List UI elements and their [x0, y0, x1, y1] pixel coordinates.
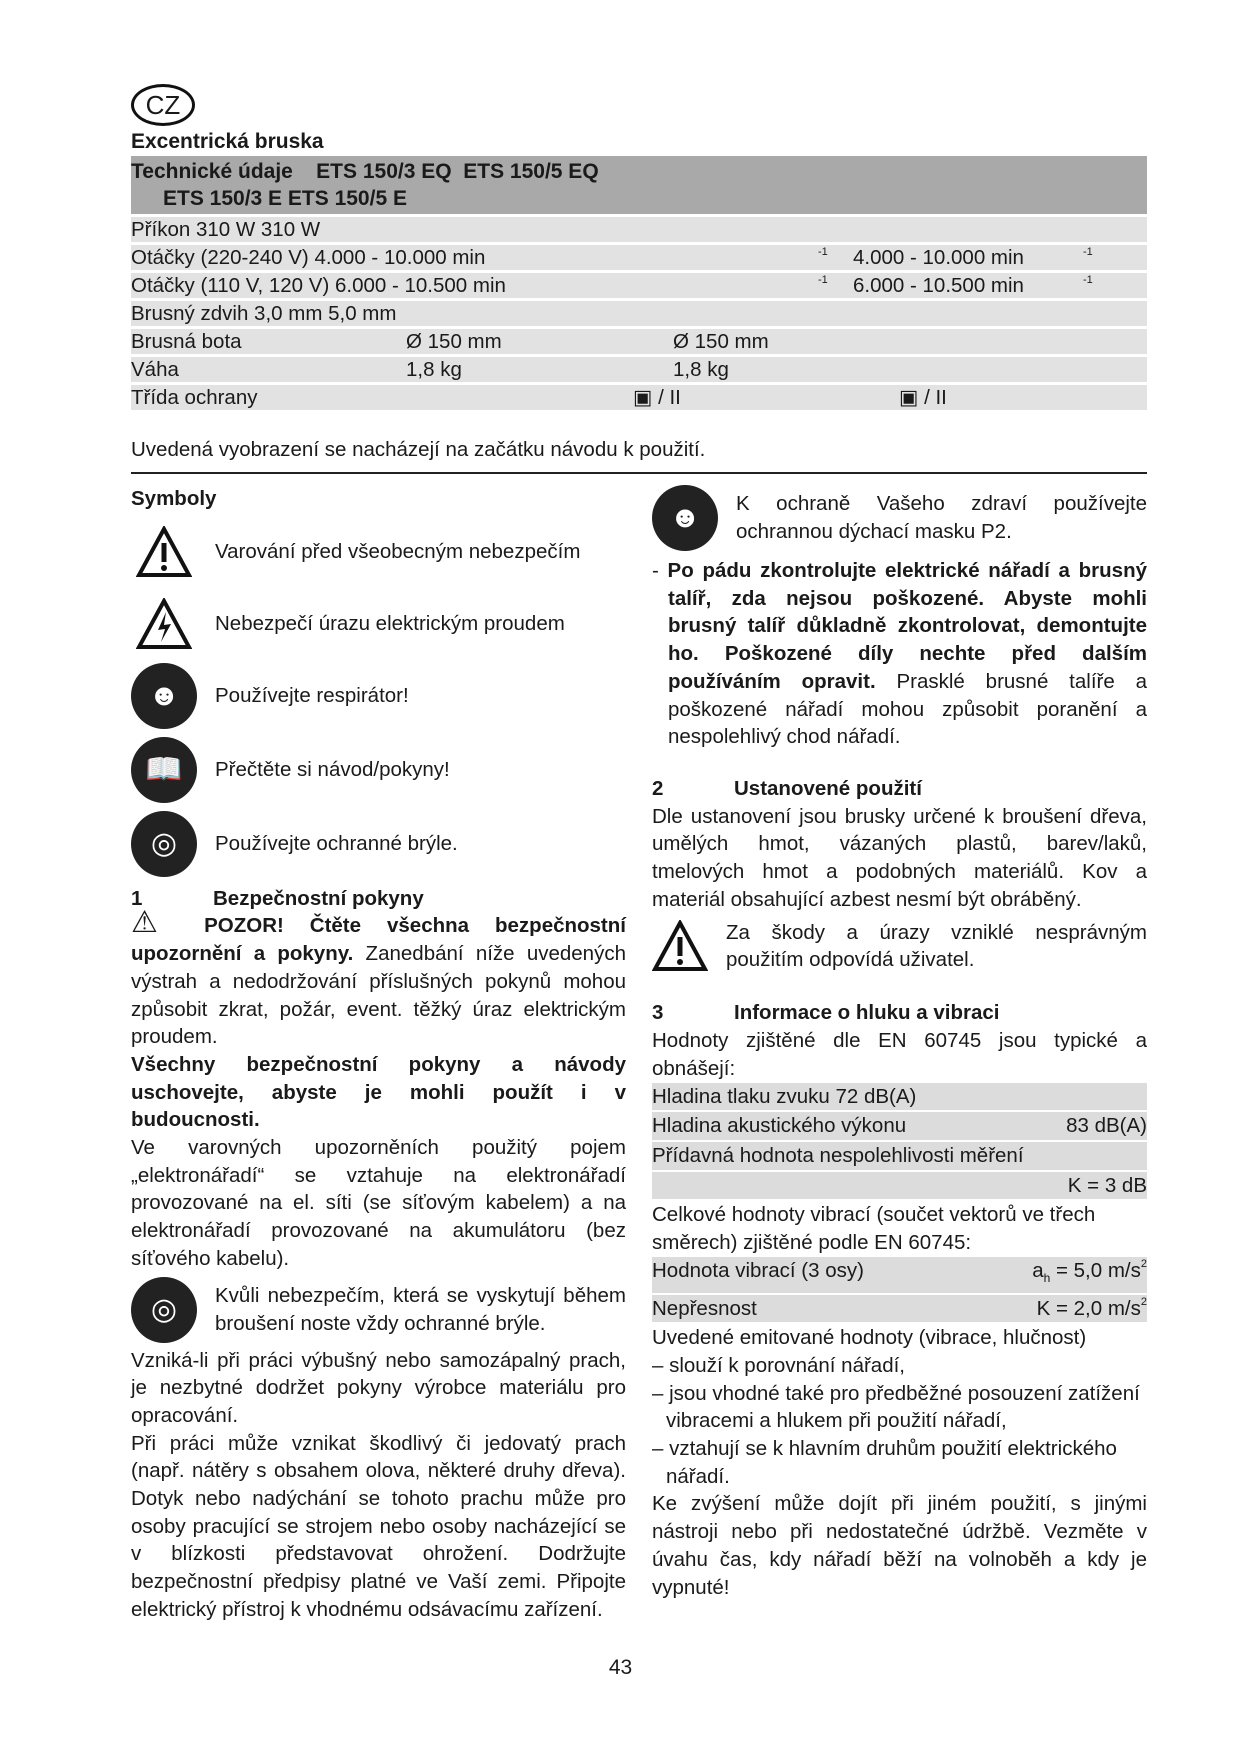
value: K = 2,0 m/s	[1036, 1296, 1141, 1320]
paragraph: Uvedené emitované hodnoty (vibrace, hlučnost)	[652, 1326, 1087, 1350]
section-2-heading	[652, 775, 1147, 803]
user-liability-note	[652, 913, 1147, 979]
liability-text: Za škody a úrazy vzniklé nesprávným použitím odpovídá uživatel.	[726, 920, 1147, 972]
noise-value: 83 dB(A)	[1066, 1114, 1147, 1138]
symbol-item	[131, 737, 626, 803]
noise-row	[652, 1083, 1147, 1111]
symbol-text: Nebezpečí úrazu elektrickým proudem	[215, 611, 565, 635]
row-value: 6.000 - 10.500 min	[853, 274, 1024, 297]
keep-instructions: Všechny bezpečnostní pokyny a návody uschovejte, abyste je mohli použít i v budoucnosti.	[131, 1052, 626, 1132]
section-3-heading	[652, 999, 1147, 1027]
section-title: Bezpečnostní pokyny	[213, 886, 424, 910]
intro-text: Uvedená vyobrazení se nacházejí na začátku návodu k použití.	[131, 438, 706, 461]
section-number: 2	[652, 776, 664, 800]
warning-icon: ⚠	[131, 906, 179, 940]
right-column	[652, 485, 1147, 1601]
goggles-text: Kvůli nebezpečím, která se vyskytují během broušení noste vždy ochranné brýle.	[215, 1283, 626, 1335]
goggles-icon: ◎	[131, 1277, 197, 1343]
noise-label: Hladina tlaku zvuku 72 dB(A)	[652, 1084, 917, 1108]
noise-label: Hladina akustického výkonu	[652, 1114, 907, 1138]
symbol: a	[1032, 1258, 1044, 1282]
symbol-item	[131, 591, 626, 657]
section-number: 3	[652, 1001, 664, 1025]
technical-data-table	[131, 156, 1147, 413]
paragraph: Hodnoty zjištěné dle EN 60745 jsou typické a obnášejí:	[652, 1029, 1147, 1080]
row-label: Brusný zdvih 3,0 mm 5,0 mm	[131, 302, 397, 325]
superscript: 2	[1140, 1257, 1147, 1270]
noise-value: K = 3 dB	[1067, 1173, 1147, 1197]
row-value: 4.000 - 10.000 min	[853, 246, 1024, 269]
page-number: 43	[608, 1656, 633, 1679]
check-bold: Po pádu zkontrolujte elektrické nářadí a brusný talíř, zda nejsou poškozené. Abyste mohli brusný talíř důkladně zkontrolovat, demontujte ho. Poškozené díly nechte před dalším používáním opravit.	[667, 559, 1147, 693]
row-value: ▣ / II	[899, 386, 947, 409]
mask-text: K ochraně Vašeho zdraví používejte ochrannou dýchací masku P2.	[736, 492, 1147, 543]
table-row	[131, 329, 1147, 354]
superscript: -1	[818, 246, 828, 258]
warning-paragraph	[131, 906, 626, 1051]
vibration-label: Nepřesnost	[652, 1296, 757, 1320]
vibration-value	[1032, 1257, 1147, 1293]
noise-label: Přídavná hodnota nespolehlivosti měření	[652, 1143, 1024, 1167]
section-number: 1	[131, 886, 143, 910]
value: = 5,0 m/s	[1050, 1258, 1141, 1282]
header-line-2: ETS 150/3 E ETS 150/5 E	[163, 187, 407, 210]
goggles-icon: ◎	[131, 811, 197, 877]
left-column	[131, 485, 626, 1624]
paragraph: Celkové hodnoty vibrací (součet vektorů ve třech směrech) zjištěné podle EN 60745:	[652, 1203, 1096, 1255]
row-label: Otáčky (110 V, 120 V) 6.000 - 10.500 min	[131, 274, 506, 297]
table-row	[131, 357, 1147, 382]
symbol-item	[131, 519, 626, 585]
row-label: Třída ochrany	[131, 386, 258, 409]
superscript: 2	[1140, 1295, 1147, 1308]
row-value: 1,8 kg	[406, 358, 462, 381]
document-title: Excentrická bruska	[131, 130, 324, 153]
superscript: -1	[818, 274, 828, 286]
row-label: Brusná bota	[131, 330, 242, 353]
respirator-icon: ☻	[652, 485, 718, 551]
electric-hazard-icon	[131, 591, 197, 657]
symbol-item	[131, 811, 626, 877]
mask-note	[652, 485, 1147, 551]
superscript: -1	[1083, 246, 1093, 258]
warning-bold: POZOR! Čtěte všechna bezpečnostní upozornění a pokyny.	[131, 914, 626, 966]
warning-icon	[131, 519, 197, 585]
respirator-icon: ☻	[131, 663, 197, 729]
table-row	[131, 385, 1147, 410]
paragraph: Dle ustanovení jsou brusky určené k broušení dřeva, umělých hmot, vázaných plastů, barev/laků, tmelových hmot a podobných materiálů. Kov a materiál obsahující azbest nesmí být obráběný.	[652, 804, 1147, 911]
header-line-1: Technické údaje ETS 150/3 EQ ETS 150/5 EQ	[131, 160, 599, 183]
symbol-text: Přečtěte si návod/pokyny!	[215, 757, 450, 781]
goggles-note	[131, 1277, 626, 1343]
read-manual-icon: 📖	[131, 737, 197, 803]
row-label: Příkon 310 W 310 W	[131, 218, 321, 241]
language-badge: CZ	[131, 84, 195, 126]
check-text: Prasklé brusné talíře a poškozené nářadí mohou způsobit poranění a nespolehlivý chod nářadí.	[668, 669, 1147, 749]
symbol-text: Používejte ochranné brýle.	[215, 831, 458, 855]
symbol-text: Varování před všeobecným nebezpečím	[215, 539, 581, 563]
subscript: h	[1043, 1270, 1051, 1285]
vibration-label: Hodnota vibrací (3 osy)	[652, 1258, 864, 1282]
table-row	[131, 273, 1147, 298]
noise-row	[652, 1112, 1147, 1140]
row-label: Otáčky (220-240 V) 4.000 - 10.000 min	[131, 246, 486, 269]
check-paragraph: - Po pádu zkontrolujte elektrické nářadí a brusný talíř, zda nejsou poškozené. Abyste mohli brusný talíř důkladně zkontrolovat, demontujte ho. Poškozené díly nechte před dalším používáním opravit. Prasklé brusné talíře a poškozené nářadí mohou způsobit poranění a nespolehlivý chod nářadí.	[652, 559, 1147, 749]
table-row	[131, 301, 1147, 326]
list-item: – slouží k porovnání nářadí,	[652, 1353, 905, 1377]
row-value: ▣ / II	[633, 386, 681, 409]
paragraph: Ve varovných upozorněních použitý pojem „elektronářadí“ se vztahuje na elektronářadí provozované na el. síti (se síťovým kabelem) a na elektronářadí provozované na akumulátoru (bez síťového kabelu).	[131, 1136, 626, 1270]
noise-row	[652, 1172, 1147, 1200]
symbols-heading: Symboly	[131, 487, 217, 510]
vibration-value	[1037, 1295, 1147, 1323]
row-value: Ø 150 mm	[406, 330, 502, 353]
table-row	[131, 245, 1147, 270]
row-value: 1,8 kg	[673, 358, 729, 381]
paragraph: Ke zvýšení může dojít při jiném použití, s jinými nástroji nebo při nedostatečné údržbě. Vezměte v úvahu čas, kdy nářadí běží na volnoběh a kdy je vypnuté!	[652, 1492, 1147, 1599]
noise-row	[652, 1142, 1147, 1170]
paragraph: Při práci může vznikat škodlivý či jedovatý prach (např. nátěry s obsahem olova, některé druhy dřeva). Dotyk nebo nadýchání se tohoto prachu může pro osoby pracující se strojem nebo osoby nacházející se v blízkosti představovat ohrožení. Dodržujte bezpečnostní předpisy platné ve Vaší zemi. Připojte elektrický přístroj k vhodnému odsávacímu zařízení.	[131, 1431, 626, 1621]
row-label: Váha	[131, 358, 179, 381]
divider	[131, 472, 1147, 474]
superscript: -1	[1083, 274, 1093, 286]
table-header	[131, 156, 1147, 214]
symbol-item	[131, 663, 626, 729]
section-1-heading	[131, 885, 626, 913]
table-row	[131, 217, 1147, 242]
warning-icon	[652, 913, 708, 979]
section-title: Ustanovené použití	[734, 776, 922, 800]
section-title: Informace o hluku a vibraci	[734, 1001, 1000, 1025]
row-value: Ø 150 mm	[673, 330, 769, 353]
warning-text: Zanedbání níže uvedených výstrah a nedodržování příslušných pokynů mohou způsobit zkrat, požár, event. těžký úraz elektrickým proudem.	[131, 942, 626, 1049]
list-item: – vztahují se k hlavním druhům použití elektrického nářadí.	[652, 1437, 1117, 1488]
vibration-row	[652, 1257, 1147, 1293]
vibration-row	[652, 1295, 1147, 1323]
symbol-text: Používejte respirátor!	[215, 683, 409, 707]
paragraph: Vzniká-li při práci výbušný nebo samozápalný prach, je nezbytné dodržet pokyny výrobce materiálu pro opracování.	[131, 1348, 626, 1427]
list-item: – jsou vhodné také pro předběžné posouzení zatížení vibracemi a hlukem při použití nářadí,	[652, 1381, 1140, 1433]
